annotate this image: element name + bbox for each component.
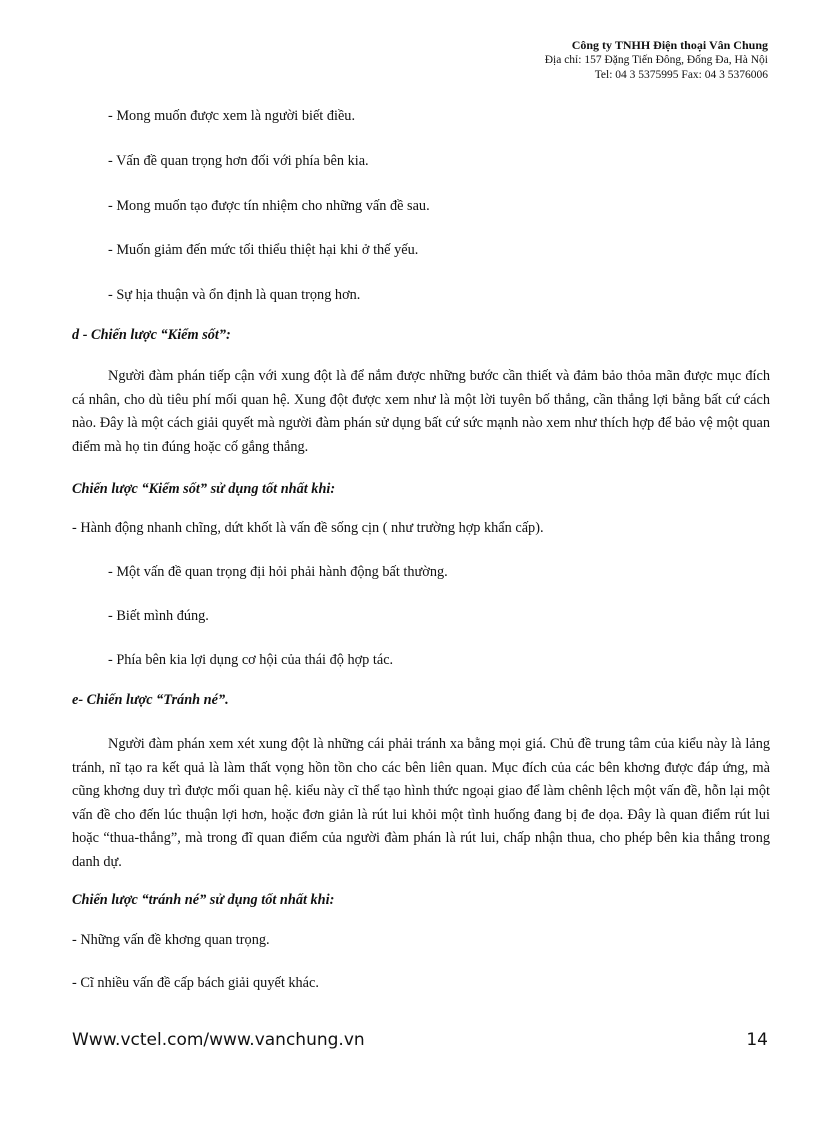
company-contact: Tel: 04 3 5375995 Fax: 04 3 5376006: [594, 69, 768, 81]
bullet-line: - Vấn đề quan trọng hơn đối với phía bên kia.: [108, 153, 369, 169]
bullet-line: - Muốn giảm đến mức tối thiểu thiệt hại khi ở thế yếu.: [108, 242, 419, 258]
page-number: 14: [746, 1030, 768, 1050]
paragraph: Người đàm phán xem xét xung đột là những cái phải tránh xa bằng mọi giá. Chủ đề trung tâm của kiểu này là lảng tránh, nĩ tạo ra kết quả là làm thất vọng hồn tồn cho các bên liên quan. Mục đích của các bên khơng được đáp ứng, mà cũng khơng duy trì được mối quan hệ. kiểu này cĩ thể tạo hình thức ngoại giao để làm chênh lệch một vấn đề, hỗn lại một vấn đề cho đến lúc thuận lợi hơn, hoặc đơn giản là rút lui khỏi một tình huống đang bị đe dọa. Đây là quan điểm rút lui hoặc “thua-thắng”, mà trong đĩ quan điểm của người đàm phán là rút lui, chấp nhận thua, cho phép bên kia thắng trong danh dự.: [72, 736, 770, 870]
page-header: [545, 38, 768, 83]
bullet-line: - Mong muốn được xem là người biết điều.: [108, 108, 356, 124]
bullet-line: - Phía bên kia lợi dụng cơ hội của thái độ hợp tác.: [108, 652, 394, 668]
bullet-line: - Một vấn đề quan trọng địi hỏi phải hành động bất thường.: [108, 564, 448, 580]
section-heading: e- Chiến lược “Tránh né”.: [72, 692, 229, 708]
bullet-line: - Cĩ nhiều vấn đề cấp bách giải quyết khác.: [72, 975, 319, 991]
bullet-line: - Những vấn đề khơng quan trọng.: [72, 932, 270, 948]
bullet-line: - Hành động nhanh chĩng, dứt khốt là vấn đề sống cịn ( như trường hợp khẩn cấp).: [72, 520, 544, 536]
section-heading: d - Chiến lược “Kiểm sốt”:: [72, 327, 231, 343]
subsection-heading: Chiến lược “Kiểm sốt” sử dụng tốt nhất khi:: [72, 481, 336, 497]
footer-url: Www.vctel.com/www.vanchung.vn: [72, 1030, 365, 1050]
bullet-line: - Mong muốn tạo được tín nhiệm cho những vấn đề sau.: [108, 198, 430, 214]
bullet-line: - Sự hịa thuận và ổn định là quan trọng hơn.: [108, 287, 361, 303]
company-name: Công ty TNHH Điện thoại Vân Chung: [571, 38, 768, 52]
company-address: Địa chỉ: 157 Đặng Tiến Đông, Đống Đa, Hà Nội: [544, 54, 768, 66]
subsection-heading: Chiến lược “tránh né” sử dụng tốt nhất khi:: [72, 892, 335, 908]
paragraph: Người đàm phán tiếp cận với xung đột là để nắm được những bước cần thiết và đảm bảo thỏa mãn được mục đích cá nhân, cho dù tiêu phí mối quan hệ. Xung đột được xem như là một lời tuyên bố thắng, cần thắng lợi bằng bất cứ cách nào. Đây là một cách giải quyết mà người đàm phán sử dụng bất cứ sức mạnh nào xem như thích hợp để bảo vệ một quan điểm mà họ tin đúng hoặc cố gắng thắng.: [72, 368, 770, 455]
bullet-line: - Biết mình đúng.: [108, 608, 209, 624]
